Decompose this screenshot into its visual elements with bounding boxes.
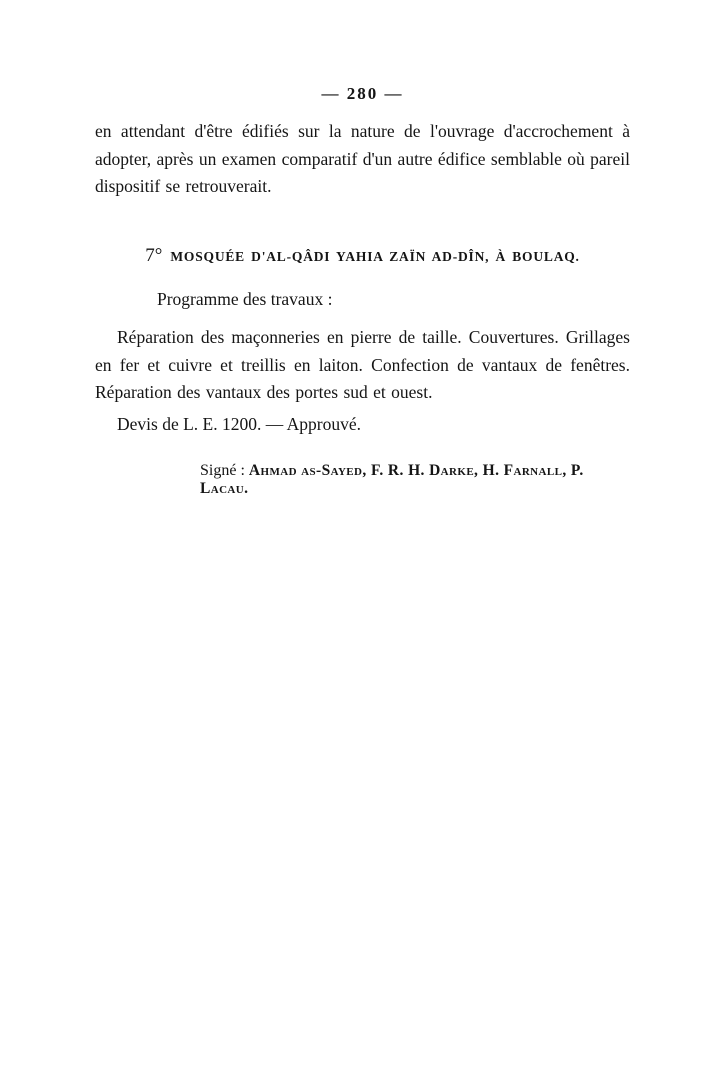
devis-line: Devis de L. E. 1200. — Approuvé. <box>117 413 361 434</box>
section-heading <box>95 245 630 267</box>
signature-prefix: Signé : <box>200 462 249 480</box>
section-numeral: 7° <box>145 244 163 266</box>
works-paragraph: Réparation des maçonneries en pierre de taille. Couvertures. Grillages en fer et cuivre et treillis en laiton. Confection de vantaux de fenêtres. Réparation des vantaux des portes sud et ouest. <box>95 326 630 403</box>
signature-names: Ahmad as-Sayed, F. R. H. Darke, H. Farnall, P. Lacau. <box>200 462 584 498</box>
signature-line <box>200 462 630 498</box>
programme-label: Programme des travaux : <box>157 288 333 309</box>
section-title: MOSQUÉE D'AL-QÂDI YAHIA ZAÏN AD-DÎN, À BOULAQ. <box>170 248 580 264</box>
intro-paragraph: en attendant d'être édifiés sur la nature de l'ouvrage d'accrochement à adopter, après un examen comparatif d'un autre édifice semblable où pareil dispositif se retrouverait. <box>95 121 630 197</box>
page-number: — 280 — <box>321 84 404 103</box>
